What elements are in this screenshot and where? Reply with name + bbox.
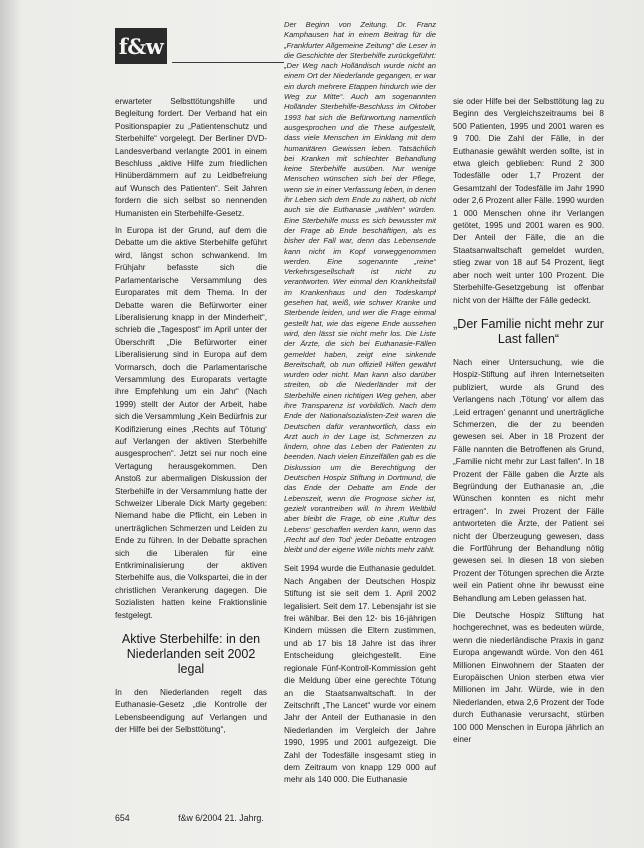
quote-spacer xyxy=(284,555,436,563)
issue-info: f&w 6/2004 21. Jahrg. xyxy=(178,813,264,823)
italic-quote-box: Der Beginn von Zeitung. Dr. Franz Kamphausen hat in einem Beitrag für die „Frankfurter Allgemeine Zeitung“ die Leser in die Geschichte der Sterbehilfe zurückgeführt: „Der Weg nach Holländisch wurde nicht an einem Ort der Niederlande gegangen, er war ein durch mehrere Etappen hindurch wie der Weg zur Mitte“. Auch am sogenannten Holländer Sterbehilfe-Beschluss im Oktober 1993 hat sich die Befürwortung namentlich ausgesprochen und die These aufgestellt, dass viele Menschen im Einklang mit dem humanitären Gewissen leben. Tatsächlich bei Kranken mit schlechter Behandlung keine Sterbehilfe ausüben. Nur wenige Menschen wünschen sich bei der Pflege, wenn sie in einer Verfassung leben, in denen ihr Leben sich dem Ende zu nähert, ob nicht auch sie die Euthanasie „wählen“ würden. Eine Sterbehilfe muss es sich bewusster mit der Frage ab Ende beschäftigen, als es bisher der Fall war, denn das Lebensende kann nicht im Kopf vorweggenommen werden. Eine sogenannte „reine“ Verkehrsgesellschaft ist nicht zu verantworten. Wer einmal den Krankheitsfall im Krankenhaus und den Todeskampf gesehen hat, weiß, wie schwer Kranke und Sterbende leiden, und wer die Frage einmal gestellt hat, wie das eigene Ende aussehen wird, den lässt sie nicht mehr los. Die Liste der Ärzte, die sich bei Euthanasie-Fällen gemeldet haben, zeigt eine sinkende Bereitschaft, ob nun offiziell Hilfen gewährt wurden oder nicht. Man kann also darüber streiten, ob die Niederländer mit der Sterbehilfe einen richtigen Weg gehen, aber ihre Transparenz ist vorbildlich. Nach dem Ende der Nationalsozialisten-Zeit waren die Deutschen dafür verantwortlich, dass ein Arzt auch in der Lage ist, Schmerzen zu lindern, ohne das Leben der Patienten zu beenden. Nach vielen Einzelfällen gab es die Diskussion um die Berechtigung der Deutschen Hospiz Stiftung in Dortmund, die das Ende der Debatte am Ende der Lebenszeit, wenn die Prognose sicher ist, gezielt vorantreiben will. In ihrem Weltbild aber bleibt die Frage, ob eine ‚Kultur des Lebens‘ geschaffen werden kann, wenn das ‚Recht auf den Tod‘ jeder Debatte entzogen bleibt und der eigene Wille nichts mehr zählt. xyxy=(284,20,436,555)
subheading-family: „Der Familie nicht mehr zur Last fallen“ xyxy=(453,316,604,346)
header-rule xyxy=(172,62,284,63)
text-column-2 xyxy=(284,20,436,806)
col1-paragraph-1: erwarteter Selbsttötungshilfe und Begleitung fordert. Der Verband hat ein Positionspapier zu „Patientenschutz und Sterbehilfe“ vorgelegt. Der Berliner DVD-Landesverband verlangte 2001 in einem Beschluss „aktive Hilfe zum friedlichen Hinüberdämmern auf zu Leidbefreiung auf Wunsch des Patienten“. Seit Jahren fordern die sich selbst so nennenden Humanisten ein Sterbehilfe-Gesetz. xyxy=(115,97,267,218)
col2-paragraph-1: Seit 1994 wurde die Euthanasie geduldet. Nach Angaben der Deutschen Hospiz Stiftung ist sie seit dem 1. April 2002 legalisiert. Seit dem 17. Lebensjahr ist sie frei wählbar. Bei den 12- bis 16-jährigen Kindern müssen die Eltern zustimmen, und ab 17 bis 18 Jahre ist das ihrer Entscheidung gleichgestellt. Eine regionale Fünf-Kontroll-Kommission geht die Meldung über eine gerechte Tötung an die Staatsanwaltschaft. In der Zeitschrift „The Lancet“ wurde vor einem Jahr der Anteil der Euthanasie in den Niederlanden im Vergleich der Jahre 1990, 1995 und 2001 aufgezeigt. Die Zahl der Todesfälle insgesamt stieg in dem Zeitraum von knapp 129 000 auf mehr als 140 000. Die Euthanasie xyxy=(284,564,436,785)
subheading-netherlands: Aktive Sterbehilfe: in den Niederlanden seit 2002 legal xyxy=(121,632,261,677)
col1-paragraph-3: In den Niederlanden regelt das Euthanasie-Gesetz „die Kontrolle der Lebensbeendigung auf Verlangen und der Hilfe bei der Selbsttötung“, xyxy=(115,688,267,735)
magazine-logo: f&w xyxy=(115,28,167,64)
text-column-3 xyxy=(453,96,604,766)
col3-paragraph-3: Die Deutsche Hospiz Stiftung hat hochgerechnet, was es bedeuten würde, wenn die niederländische Praxis in ganz Europa angewandt würde. Von den 461 Millionen Einwohnern der Staaten der Europäischen Union sterben etwa vier Millionen im Jahr. Würde, wie in den Niederlanden, etwa 2,6 Prozent der Tode durch Euthanasie verursacht, stürben 100 000 Menschen in Europa jährlich an einer xyxy=(453,611,604,745)
col3-paragraph-1: sie oder Hilfe bei der Selbsttötung lag zu Beginn des Vergleichszeitraums bei 8 500 Patienten, 1995 und 2001 waren es 9 700. Die Zahl der Fälle, in der Euthanasie gewählt werden sollte, ist in etwa gleich geblieben: Rund 2 300 Todesfälle oder 1,7 Prozent der Gesamtzahl der Todesfälle im Jahr 1990 oder 2,6 Prozent aller Fälle. 1990 wurden 1 000 Menschen ohne ihr Verlangen getötet, 1995 und 2001 waren es 900. Der Anteil der Fälle, die an die Staatsanwaltschaft gemeldet wurden, stieg zwar von 18 auf 54 Prozent, liegt aber noch weit unter 100 Prozent. Die Sterbehilfe-Gesetzgebung ist offenbar nicht von der Hälfte der Fälle gedeckt. xyxy=(453,97,604,305)
text-column-1 xyxy=(115,96,267,753)
page-number: 654 xyxy=(115,813,130,823)
col3-paragraph-2: Nach einer Untersuchung, wie die Hospiz-Stiftung auf ihren Internetseiten publiziert, wurde als Grund des Verlangens nach ‚Tötung‘ vor allem das ‚Leid ertragen‘ genannt und unerträgliche Schmerzen, die der zu beenden gewesen sei. Aber in 18 Prozent der Fälle nannten die Betroffenen als Grund, „Familie nicht mehr zur Last fallen“. In 18 Prozent der Fälle gaben die Ärzte als Begründung der Euthanasie an, „die Wünschen konnten es nicht mehr ertragen“. In zwei Prozent der Fälle antworteten die Ärzte, der Patient sei nicht der Überzeugung gewesen, dass die Fortführung der Behandlung nötig gewesen sei. In diesen 18 von sieben Prozent der Tötungen sprechen die Ärzte weil ein Patient ohne ihr bewusst eine Behandlung am Leben gelassen hat. xyxy=(453,357,604,603)
page-footer xyxy=(115,813,264,823)
col1-paragraph-2: In Europa ist der Grund, auf dem die Debatte um die aktive Sterbehilfe geführt wird, längst schon schwankend. Im Frühjahr befasste sich die Parlamentarische Versammlung des Europarates mit dem Thema. In der Debatte waren die Befürworter einer Liberalisierung knapp in der Minderheit“, schrieb die „Tagespost“ im April unter der Überschrift „Die Befürworter einer Liberalisierung sind in Europa auf dem Vormarsch, doch die Parlamentarische Versammlung des Europarats vertagte ihre Empfehlung um ein Jahr“ (Nach 1999) stellt der Autor der Arbeit, habe sich die Versammlung „Kein Bedürfnis zur Kodifizierung eines ,Rechts auf Tötung‘ auf Verlangen der aktiven Sterbehilfe ausgesprochen“. Jetzt sei nur noch eine Vertagung herausgekommen. Den Anstoß zur abermaligen Diskussion der Sterbehilfe in der Versammlung hatte der Schweizer Liberale Dick Marty gegeben: Niemand habe die Pflicht, ein Leben in unerträglichen Schmerzen und Leiden zu Ende zu führen. In der Debatte sprachen sich die Liberalen für eine Entkriminalisierung der aktiven Sterbehilfe aus, die Volkspartei, die in der christlichen Verankerung dagegen. Die Sozialisten hatten keine Fraktionslinie festgelegt. xyxy=(115,226,267,620)
